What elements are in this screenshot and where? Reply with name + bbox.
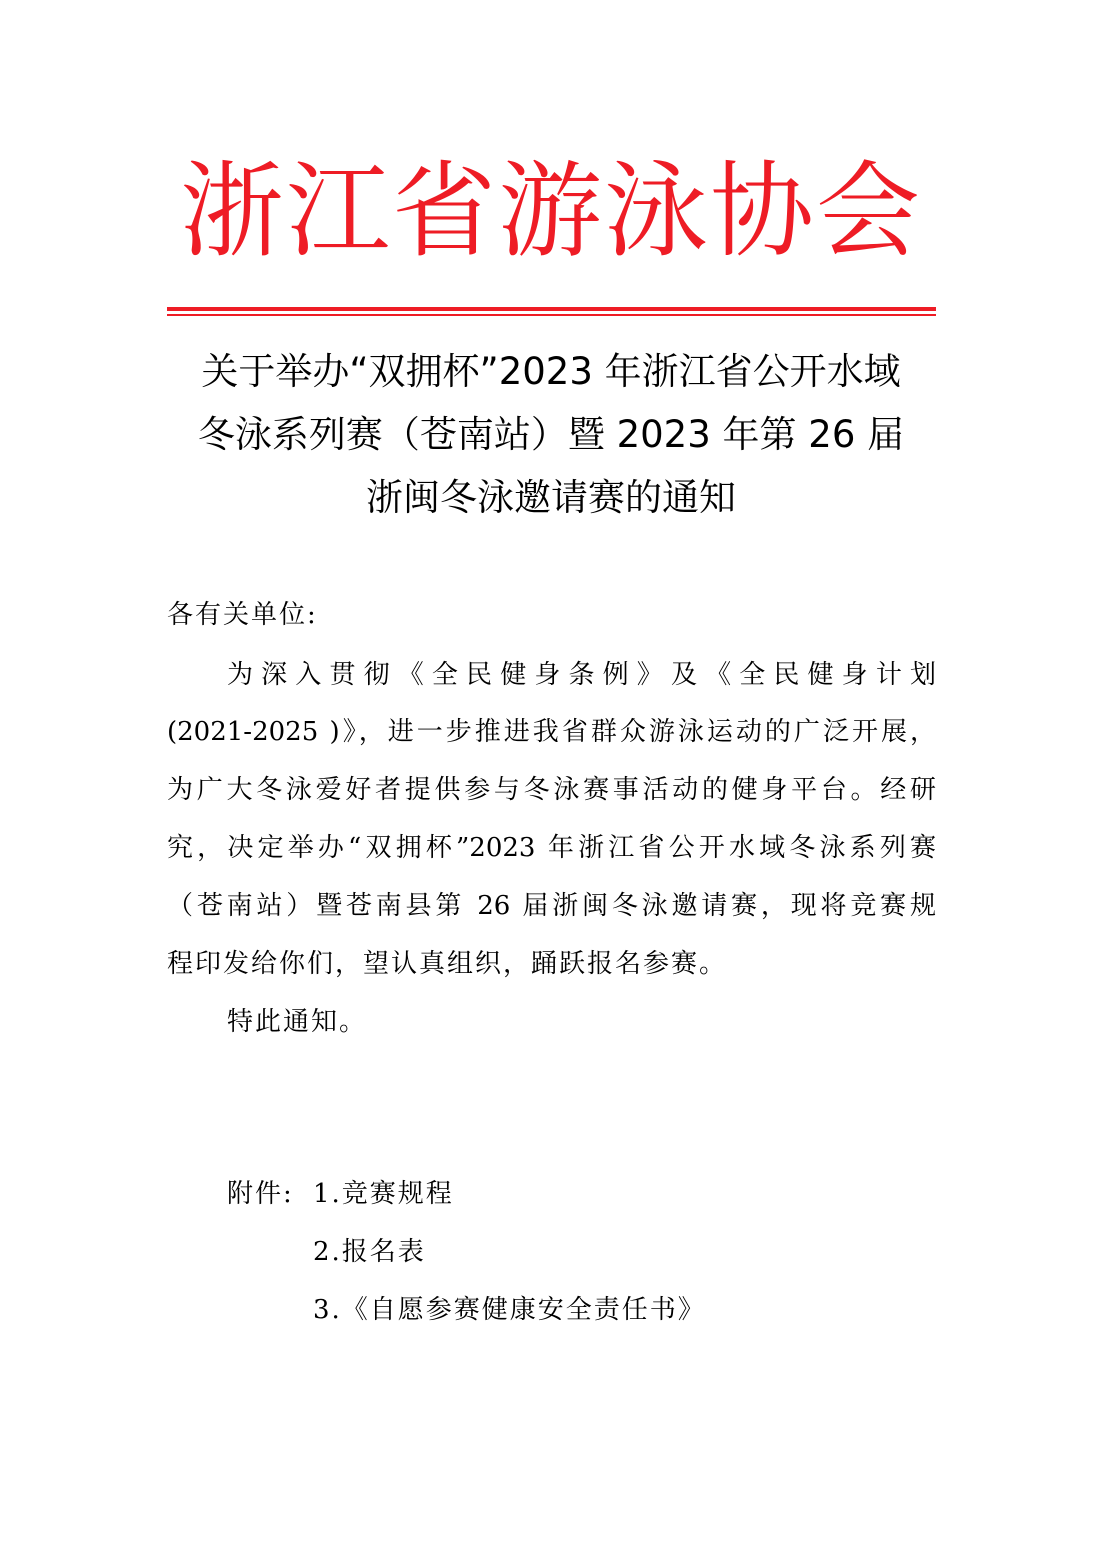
paragraph-line-4: 究，决定举办“双拥杯”2023 年浙江省公开水域冬泳系列赛 bbox=[167, 833, 936, 863]
closing-remark: 特此通知。 bbox=[227, 1007, 368, 1037]
paragraph-line-6: 程印发给你们，望认真组织，踊跃报名参赛。 bbox=[167, 949, 728, 979]
title-line-3: 浙闽冬泳邀请赛的通知 bbox=[366, 476, 736, 519]
paragraph-line-1: 为深入贯彻《全民健身条例》及《全民健身计划 bbox=[227, 660, 936, 690]
title-line-2: 冬泳系列赛（苍南站）暨 2023 年第 26 届 bbox=[197, 413, 905, 456]
paragraph-line-3: 为广大冬泳爱好者提供参与冬泳赛事活动的健身平台。经研 bbox=[167, 775, 936, 805]
attachment-item: 2.报名表 bbox=[313, 1237, 426, 1267]
paragraph-line-2: (2021-2025 )》，进一步推进我省群众游泳运动的广泛开展， bbox=[167, 717, 936, 747]
attachments-label: 附件: bbox=[227, 1179, 294, 1209]
organization-name: 浙江省游泳协会 bbox=[179, 150, 922, 272]
document-title bbox=[150, 340, 952, 529]
salutation: 各有关单位: bbox=[167, 600, 318, 630]
attachment-item: 3.《自愿参赛健康安全责任书》 bbox=[313, 1295, 706, 1325]
letterhead-rule-thick bbox=[167, 307, 936, 311]
letterhead-rule-thin bbox=[167, 314, 936, 316]
attachment-item: 1.竞赛规程 bbox=[313, 1179, 454, 1209]
paragraph-line-5: （苍南站）暨苍南县第 26 届浙闽冬泳邀请赛，现将竞赛规 bbox=[167, 891, 936, 921]
title-line-1: 关于举办“双拥杯”2023 年浙江省公开水域 bbox=[201, 350, 901, 393]
